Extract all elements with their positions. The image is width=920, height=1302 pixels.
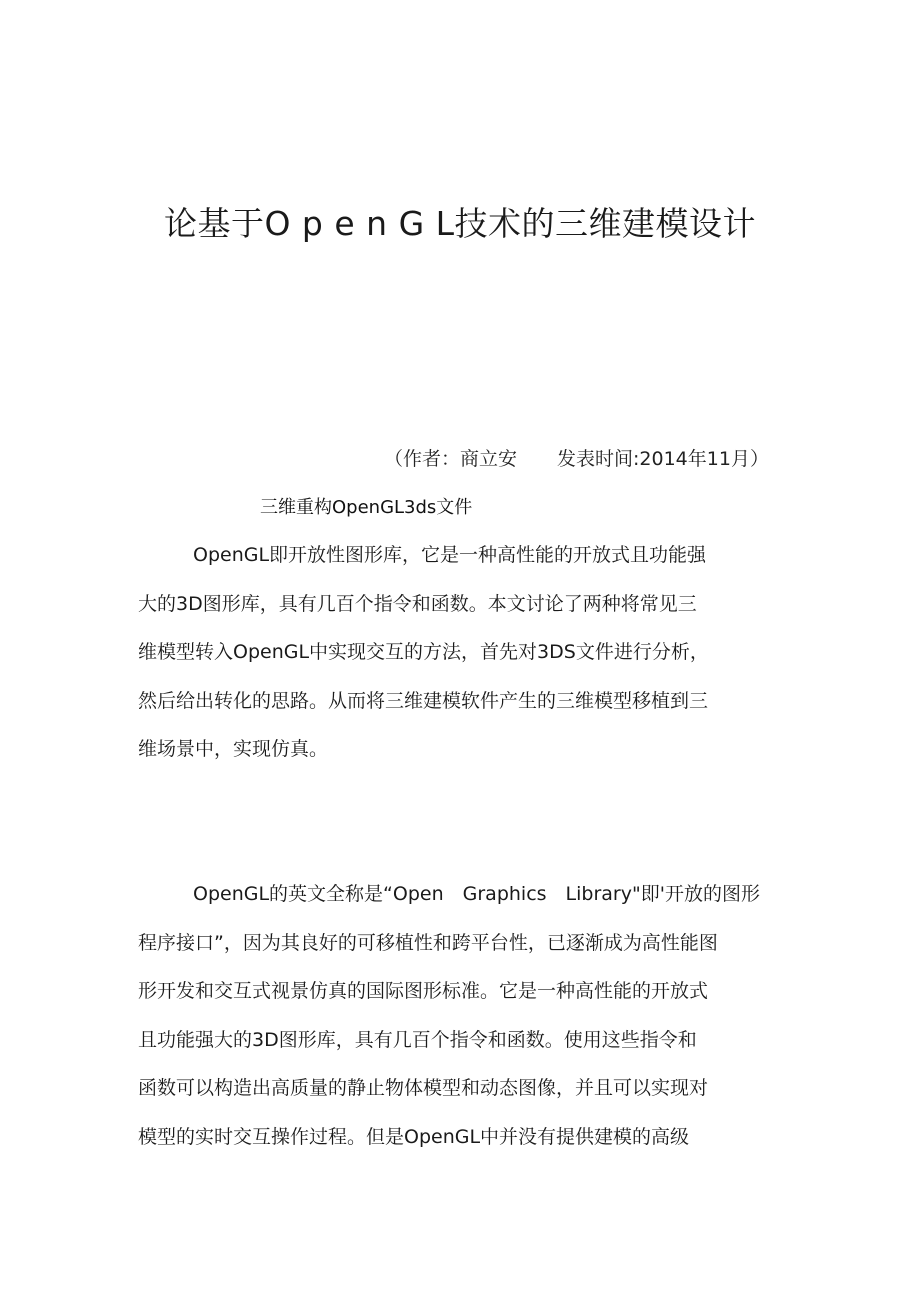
paragraph-line: 且功能强大的3D图形库，具有几百个指令和函数。使用这些指令和 xyxy=(138,1028,697,1051)
paragraph-line: OpenGL即开放性图形库，它是一种高性能的开放式且功能强 xyxy=(193,544,707,566)
byline-author: （作者：商立安 xyxy=(384,448,518,470)
section-subheading: 三维重构OpenGL3ds文件 xyxy=(260,497,473,518)
body-paragraph xyxy=(138,879,798,1170)
paragraph-line: 模型的实时交互操作过程。但是OpenGL中并没有提供建模的高级 xyxy=(138,1125,690,1148)
abstract-paragraph xyxy=(138,540,798,783)
paragraph-line: 维模型转入OpenGL中实现交互的方法，首先对3DS文件进行分析， xyxy=(138,641,709,663)
document-title: 论基于O p e n G L技术的三维建模设计 xyxy=(163,204,757,244)
byline-date: 发表时间:2014年11月） xyxy=(557,448,769,470)
paragraph-line: 形开发和交互式视景仿真的国际图形标准。它是一种高性能的开放式 xyxy=(138,980,709,1002)
paragraph-line: 大的3D图形库，具有几百个指令和函数。本文讨论了两种将常见三 xyxy=(138,592,697,615)
byline xyxy=(384,444,769,474)
paragraph-line: 维场景中，实现仿真。 xyxy=(138,738,329,760)
paragraph-line: 然后给出转化的思路。从而将三维建模软件产生的三维模型移植到三 xyxy=(138,689,709,712)
paragraph-line: OpenGL的英文全称是“Open Graphics Library"即'开放的图形 xyxy=(193,883,760,905)
paragraph-line: 函数可以构造出高质量的静止物体模型和动态图像，并且可以实现对 xyxy=(138,1077,709,1099)
paragraph-line: 程序接口”，因为其良好的可移植性和跨平台性，已逐渐成为高性能图 xyxy=(138,931,718,954)
